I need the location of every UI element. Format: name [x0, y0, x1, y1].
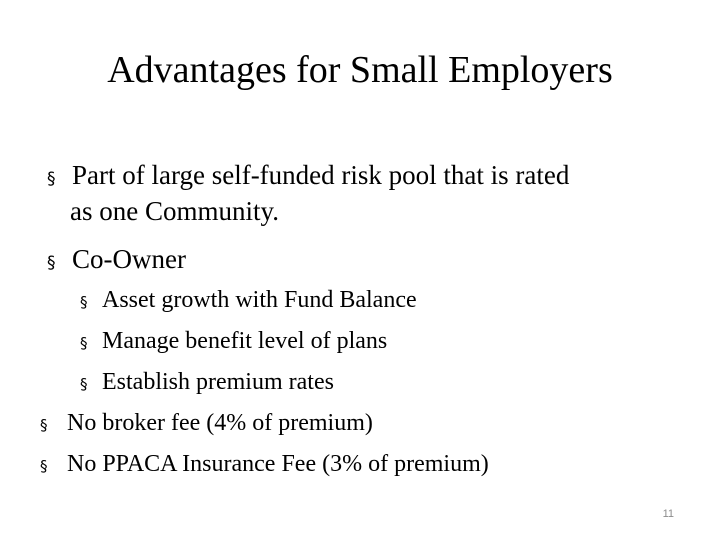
- page-number: 11: [662, 508, 674, 520]
- bullet-icon: §: [80, 375, 88, 393]
- bullet-text: Co-Owner: [72, 244, 186, 274]
- bullet-icon: §: [47, 253, 56, 273]
- bullet-icon: §: [40, 457, 48, 475]
- sub-bullet-item-asset-growth: [80, 284, 417, 318]
- bullet-icon: §: [80, 293, 88, 311]
- sub-bullet-item-benefit-level: [80, 325, 387, 359]
- bullet-text-continuation: as one Community.: [70, 196, 279, 226]
- bullet-text: No broker fee (4% of premium): [67, 410, 373, 436]
- bullet-text: Establish premium rates: [102, 369, 334, 395]
- bullet-text: Asset growth with Fund Balance: [102, 287, 417, 313]
- bullet-icon: §: [80, 334, 88, 352]
- bullet-text: Part of large self-funded risk pool that is rated: [72, 160, 570, 190]
- sub-bullet-item-premium-rates: [80, 366, 334, 400]
- bullet-item-broker-fee: [40, 407, 373, 441]
- bullet-icon: §: [40, 416, 48, 434]
- bullet-item-ppaca-fee: [40, 448, 489, 482]
- bullet-text: No PPACA Insurance Fee (3% of premium): [67, 451, 489, 477]
- bullet-item-co-owner: [46, 241, 186, 281]
- bullet-item-risk-pool: [46, 157, 569, 197]
- bullet-icon: §: [47, 169, 56, 189]
- bullet-text: Manage benefit level of plans: [102, 328, 388, 354]
- slide-title: Advantages for Small Employers: [107, 49, 613, 91]
